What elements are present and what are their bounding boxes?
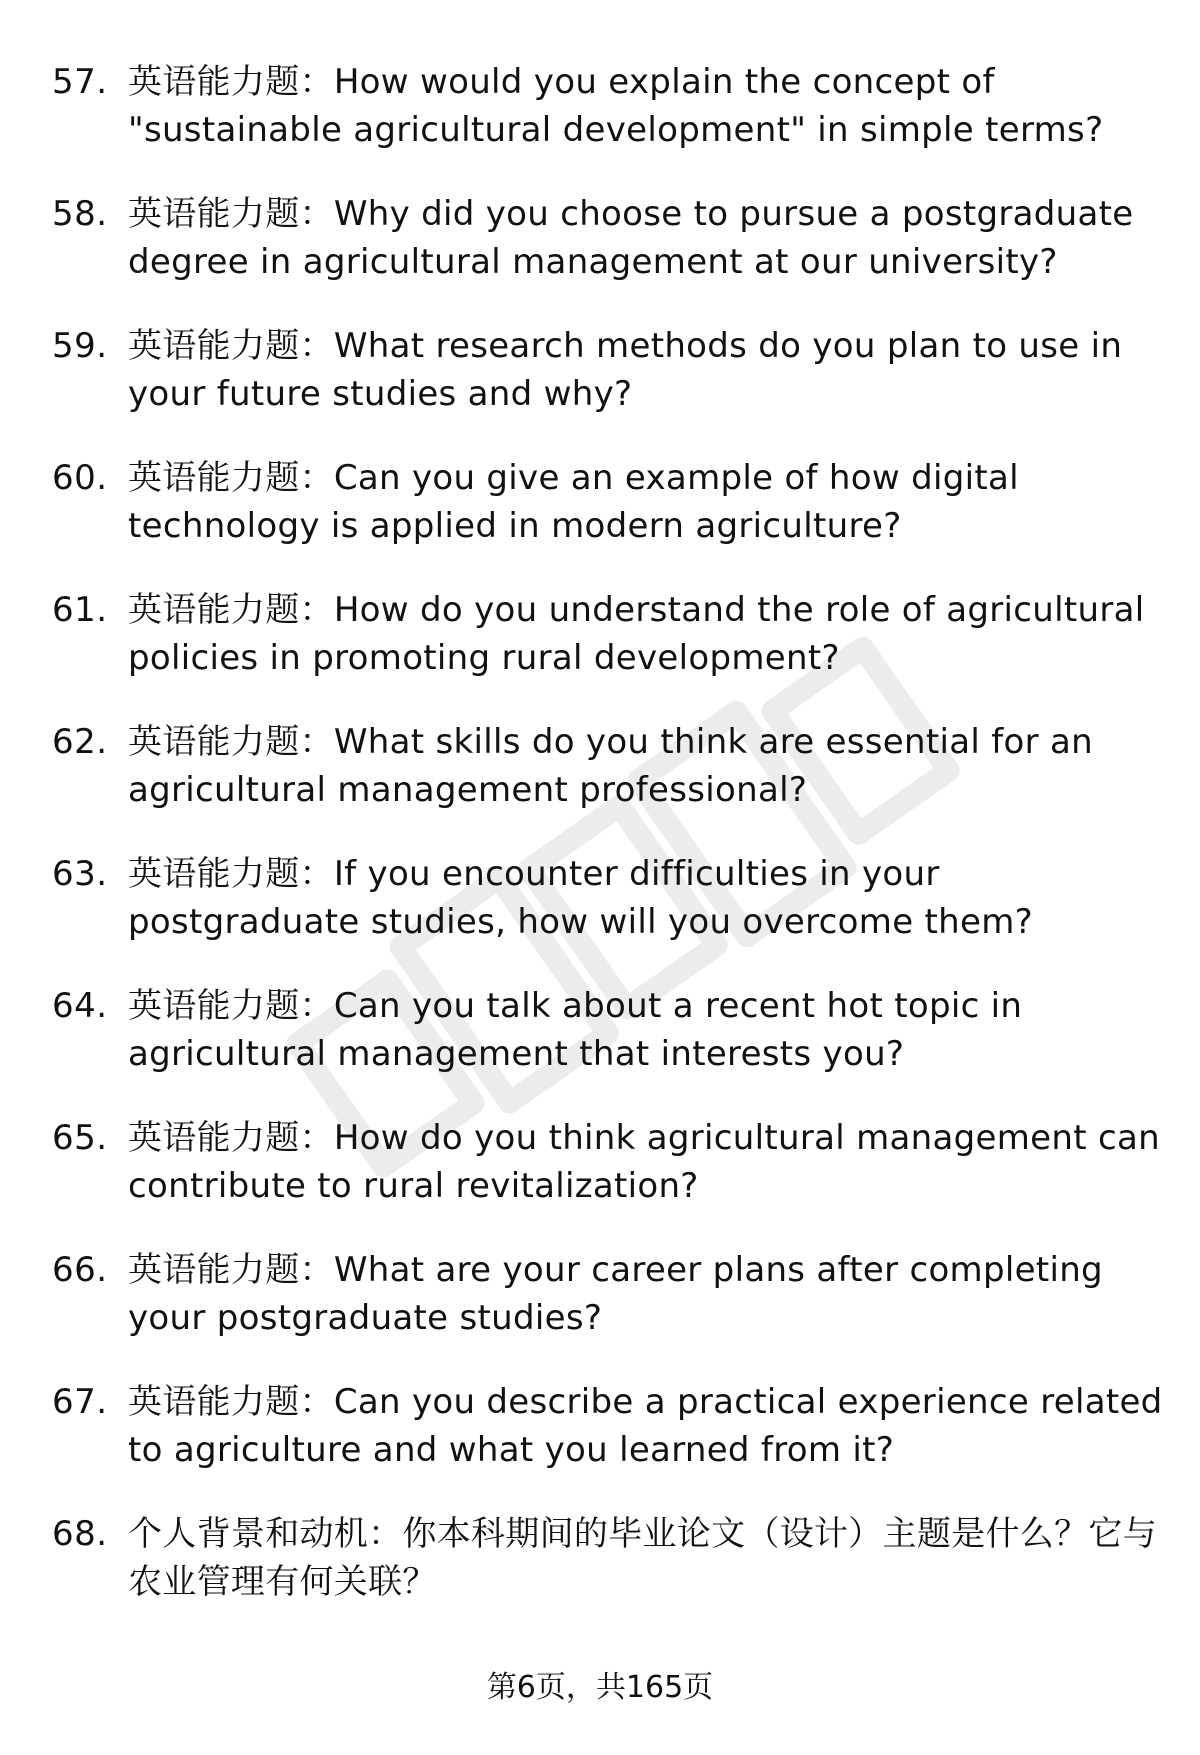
question-number: 66. bbox=[52, 1250, 108, 1290]
question-text: 你本科期间的毕业论文（设计）主题是什么？它与农业管理有何关联？ bbox=[128, 1514, 1158, 1602]
question-category: 英语能力题： bbox=[128, 62, 334, 102]
question-text: Can you describe a practical experience related to agriculture and what you learned from it? bbox=[128, 1382, 1163, 1470]
question-text: What research methods do you plan to use in your future studies and why? bbox=[128, 326, 1123, 414]
question-item bbox=[0, 58, 1200, 190]
question-category: 英语能力题： bbox=[128, 590, 334, 630]
question-body bbox=[128, 1378, 1178, 1474]
question-body bbox=[128, 718, 1178, 814]
question-body bbox=[128, 850, 1178, 946]
question-item bbox=[0, 322, 1200, 454]
question-body bbox=[128, 1114, 1178, 1210]
question-item bbox=[0, 1246, 1200, 1378]
question-category: 英语能力题： bbox=[128, 458, 334, 498]
question-body bbox=[128, 982, 1178, 1078]
question-item bbox=[0, 718, 1200, 850]
question-text: Why did you choose to pursue a postgraduate degree in agricultural management at our university? bbox=[128, 194, 1134, 282]
question-number: 62. bbox=[52, 722, 108, 762]
question-category: 英语能力题： bbox=[128, 326, 334, 366]
question-number: 58. bbox=[52, 194, 108, 234]
question-item bbox=[0, 982, 1200, 1114]
question-text: How do you understand the role of agricultural policies in promoting rural development? bbox=[128, 590, 1145, 678]
question-text: If you encounter difficulties in your postgraduate studies, how will you overcome them? bbox=[128, 854, 1033, 942]
question-item bbox=[0, 1510, 1200, 1642]
question-body bbox=[128, 322, 1178, 418]
question-category: 英语能力题： bbox=[128, 722, 334, 762]
question-item bbox=[0, 586, 1200, 718]
question-list bbox=[0, 58, 1200, 1642]
question-number: 59. bbox=[52, 326, 108, 366]
question-item bbox=[0, 190, 1200, 322]
question-number: 60. bbox=[52, 458, 108, 498]
question-item bbox=[0, 1114, 1200, 1246]
question-category: 英语能力题： bbox=[128, 986, 334, 1026]
question-number: 67. bbox=[52, 1382, 108, 1422]
question-body bbox=[128, 1246, 1178, 1342]
question-category: 英语能力题： bbox=[128, 1118, 334, 1158]
question-item bbox=[0, 850, 1200, 982]
question-number: 64. bbox=[52, 986, 108, 1026]
question-number: 68. bbox=[52, 1514, 108, 1554]
question-category: 英语能力题： bbox=[128, 1250, 334, 1290]
question-body bbox=[128, 454, 1178, 550]
question-number: 65. bbox=[52, 1118, 108, 1158]
question-item bbox=[0, 1378, 1200, 1510]
question-category: 个人背景和动机： bbox=[128, 1514, 403, 1554]
question-text: Can you talk about a recent hot topic in agricultural management that interests you? bbox=[128, 986, 1023, 1074]
question-number: 57. bbox=[52, 62, 108, 102]
question-text: What are your career plans after completing your postgraduate studies? bbox=[128, 1250, 1103, 1338]
question-category: 英语能力题： bbox=[128, 854, 334, 894]
question-category: 英语能力题： bbox=[128, 1382, 334, 1422]
question-number: 61. bbox=[52, 590, 108, 630]
question-text: How do you think agricultural management can contribute to rural revitalization? bbox=[128, 1118, 1160, 1206]
page-indicator: 第6页，共165页 bbox=[486, 1670, 714, 1705]
question-body bbox=[128, 190, 1178, 286]
question-body bbox=[128, 586, 1178, 682]
question-item bbox=[0, 454, 1200, 586]
question-body bbox=[128, 58, 1178, 154]
question-text: How would you explain the concept of "sustainable agricultural development" in simple terms? bbox=[128, 62, 1104, 150]
question-text: What skills do you think are essential for an agricultural management professional? bbox=[128, 722, 1093, 810]
question-category: 英语能力题： bbox=[128, 194, 334, 234]
question-text: Can you give an example of how digital technology is applied in modern agriculture? bbox=[128, 458, 1019, 546]
question-body bbox=[128, 1510, 1178, 1606]
question-number: 63. bbox=[52, 854, 108, 894]
